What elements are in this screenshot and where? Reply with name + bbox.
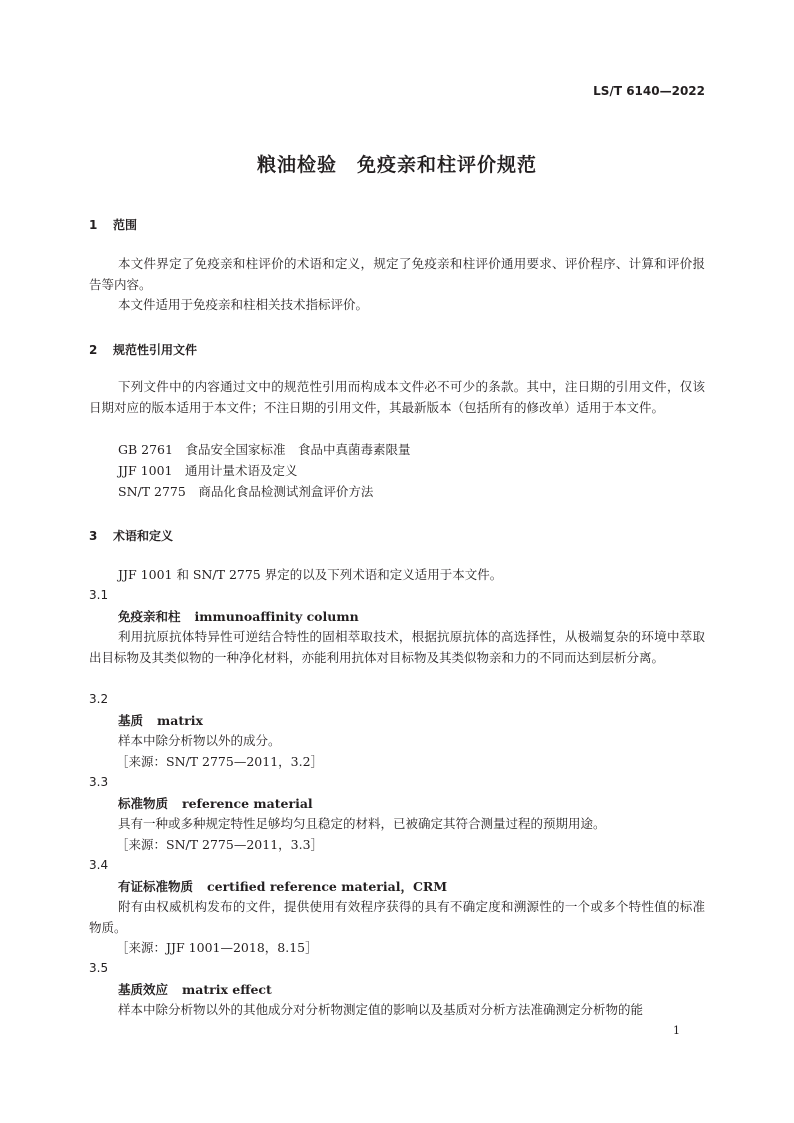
term-heading [118,877,447,895]
reference-item: GB 2761 食品安全国家标准 食品中真菌毒素限量 [118,442,411,457]
term-heading [118,794,313,812]
term-chinese: 免疫亲和柱 [118,609,181,624]
reference-item: SN/T 2775 商品化食品检测试剂盒评价方法 [118,484,374,499]
section-title: 规范性引用文件 [113,343,198,357]
term-chinese: 有证标准物质 [118,879,194,894]
term-english: certified reference material，CRM [207,879,448,894]
term-number: 3.5 [89,961,109,975]
section-number: 3 [89,529,98,543]
section-heading-terms [89,527,173,544]
term-definition: 具有一种或多种规定特性足够均匀且稳定的材料，已被确定其符合测量过程的预期用途。 [118,816,606,831]
term-source: ［来源：SN/T 2775—2011，3.3］ [116,837,324,852]
term-english: immunoaffinity column [194,609,359,624]
section-title: 范围 [113,218,138,232]
term-number: 3.4 [89,858,109,872]
section-heading-normative-references [89,341,197,358]
term-chinese: 标准物质 [118,796,169,811]
term-number: 3.1 [89,588,109,602]
term-english: matrix [157,713,203,728]
term-number: 3.3 [89,775,109,789]
term-definition: 样本中除分析物以外的成分。 [118,733,281,748]
section-heading-scope [89,216,137,233]
term-definition: 样本中除分析物以外的其他成分对分析物测定值的影响以及基质对分析方法准确测定分析物的能 [118,1002,644,1017]
section-title: 术语和定义 [113,529,174,543]
term-chinese: 基质 [118,713,144,728]
scope-paragraph-1: 本文件界定了免疫亲和柱评价的术语和定义，规定了免疫亲和柱评价通用要求、评价程序、计算和评价报告等内容。 [89,256,705,292]
reference-item: JJF 1001 通用计量术语及定义 [118,463,298,478]
term-heading [118,711,203,729]
references-intro-paragraph: 下列文件中的内容通过文中的规范性引用而构成本文件必不可少的条款。其中，注日期的引用文件，仅该日期对应的版本适用于本文件；不注日期的引用文件，其最新版本（包括所有的修改单）适用于本文件。 [89,379,705,415]
term-heading [118,607,359,625]
section-number: 1 [89,218,98,232]
term-number: 3.2 [89,692,109,706]
term-chinese: 基质效应 [118,982,169,997]
term-heading [118,980,272,998]
term-english: reference material [182,796,313,811]
term-definition: 附有由权威机构发布的文件，提供使用有效程序获得的具有不确定度和溯源性的一个或多个特性值的标准物质。 [89,899,705,935]
term-definition: 利用抗原抗体特异性可逆结合特性的固相萃取技术，根据抗原抗体的高选择性，从极端复杂的环境中萃取出目标物及其类似物的一种净化材料，亦能利用抗体对目标物及其类似物亲和力的不同而达到层析分离。 [89,629,705,665]
term-source: ［来源：JJF 1001—2018，8.15］ [116,940,318,955]
page-number: 1 [673,1024,680,1037]
document-title: 粮油检验 免疫亲和柱评价规范 [256,154,537,176]
terms-intro-paragraph: JJF 1001 和 SN/T 2775 界定的以及下列术语和定义适用于本文件。 [118,567,503,582]
scope-paragraph-2: 本文件适用于免疫亲和柱相关技术指标评价。 [118,297,369,312]
standard-code: LS/T 6140—2022 [593,84,705,98]
section-number: 2 [89,343,98,357]
term-english: matrix effect [182,982,272,997]
term-source: ［来源：SN/T 2775—2011，3.2］ [116,754,324,769]
